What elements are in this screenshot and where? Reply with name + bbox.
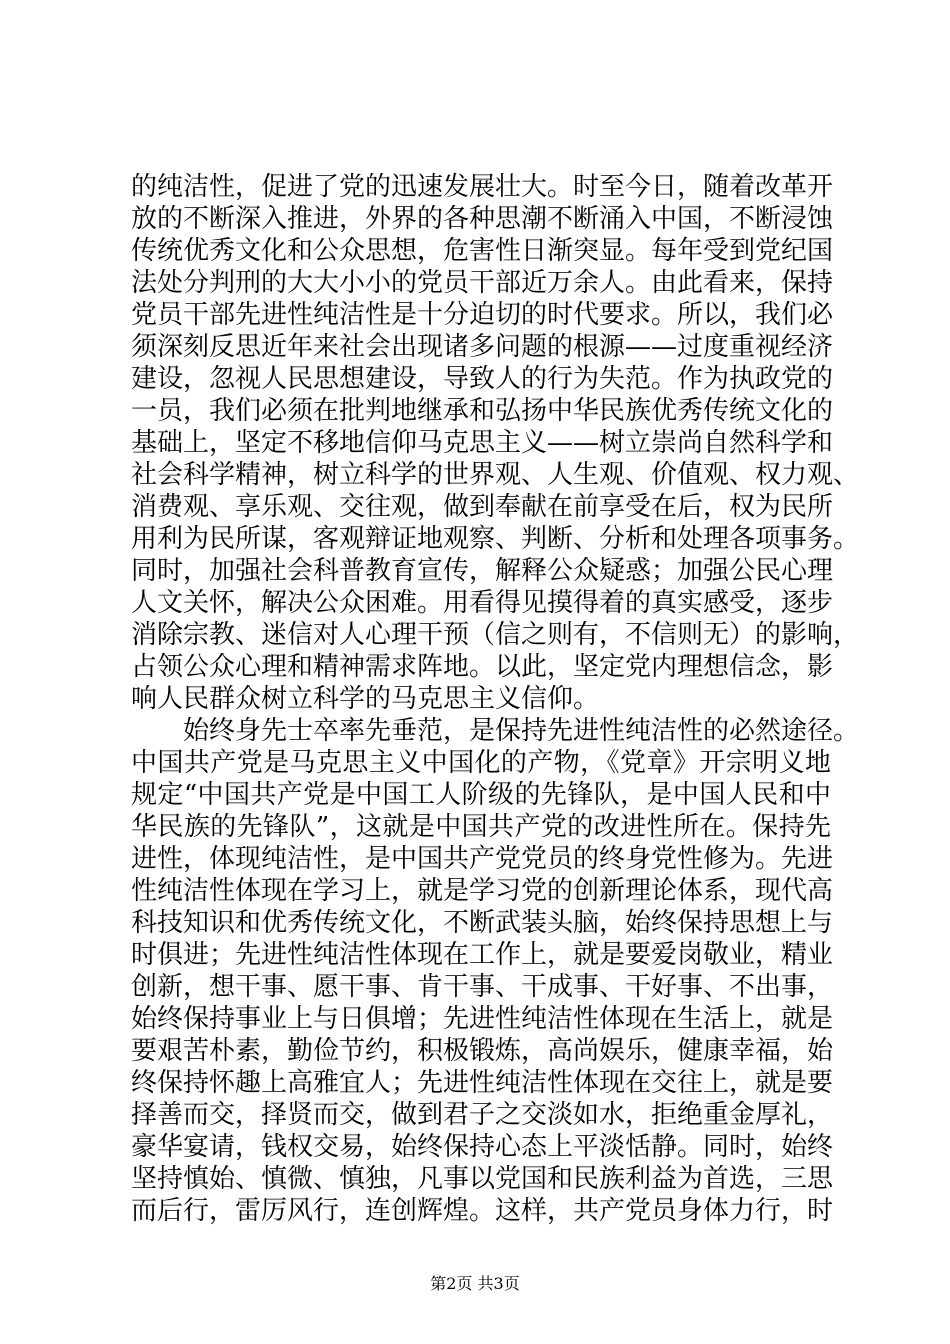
text-line: 华民族的先锋队”，这就是中国共产党的改进性所在。保持先 <box>131 812 831 842</box>
text-line: 人文关怀，解决公众困难。用看得见摸得着的真实感受，逐步 <box>131 588 834 618</box>
text-line: 须深刻反思近年来社会出现诸多问题的根源——过度重视经济 <box>131 332 834 362</box>
paragraph <box>131 171 860 715</box>
text-line: 建设，忽视人民思想建设，导致人的行为失范。作为执政党的 <box>131 364 834 394</box>
document-body <box>131 171 860 1227</box>
text-line: 的纯洁性，促进了党的迅速发展壮大。时至今日，随着改革开 <box>131 172 834 202</box>
text-line: 择善而交，择贤而交，做到君子之交淡如水，拒绝重金厚礼， <box>131 1100 834 1130</box>
text-line: 创新，想干事、愿干事、肯干事、干成事、干好事、不出事， <box>131 972 834 1002</box>
text-line: 而后行，雷厉风行，连创辉煌。这样，共产党员身体力行，时 <box>131 1196 834 1226</box>
text-line: 始终保持事业上与日俱增；先进性纯洁性体现在生活上，就是 <box>131 1004 834 1034</box>
text-line: 消除宗教、迷信对人心理干预（信之则有，不信则无）的影响， <box>131 620 860 650</box>
text-line: 性纯洁性体现在学习上，就是学习党的创新理论体系，现代高 <box>131 876 834 906</box>
text-line: 中国共产党是马克思主义中国化的产物，《党章》开宗明义地 <box>131 748 831 778</box>
text-line: 党员干部先进性纯洁性是十分迫切的时代要求。所以，我们必 <box>131 300 834 330</box>
text-line: 坚持慎始、慎微、慎独，凡事以党国和民族利益为首选，三思 <box>131 1164 834 1194</box>
text-line: 消费观、享乐观、交往观，做到奉献在前享受在后，权为民所 <box>131 492 834 522</box>
paragraph <box>131 715 860 1227</box>
text-line: 规定“中国共产党是中国工人阶级的先锋队，是中国人民和中 <box>131 780 831 810</box>
text-line: 用利为民所谋，客观辩证地观察、判断、分析和处理各项事务。 <box>131 524 860 554</box>
text-line: 始终身先士卒率先垂范，是保持先进性纯洁性的必然途径。 <box>183 716 860 746</box>
text-line: 一员，我们必须在批判地继承和弘扬中华民族优秀传统文化的 <box>131 396 834 426</box>
text-line: 社会科学精神，树立科学的世界观、人生观、价值观、权力观、 <box>131 460 860 490</box>
text-line: 进性，体现纯洁性，是中国共产党党员的终身党性修为。先进 <box>131 844 834 874</box>
text-line: 基础上，坚定不移地信仰马克思主义——树立崇尚自然科学和 <box>131 428 834 458</box>
text-line: 占领公众心理和精神需求阵地。以此，坚定党内理想信念，影 <box>131 652 834 682</box>
text-line: 传统优秀文化和公众思想，危害性日渐突显。每年受到党纪国 <box>131 236 834 266</box>
text-line: 科技知识和优秀传统文化，不断武装头脑，始终保持思想上与 <box>131 908 834 938</box>
text-line: 法处分判刑的大大小小的党员干部近万余人。由此看来，保持 <box>131 268 834 298</box>
text-line: 同时，加强社会科普教育宣传，解释公众疑惑；加强公民心理 <box>131 556 834 586</box>
text-line: 放的不断深入推进，外界的各种思潮不断涌入中国，不断浸蚀 <box>131 204 834 234</box>
text-line: 终保持怀趣上高雅宜人；先进性纯洁性体现在交往上，就是要 <box>131 1068 834 1098</box>
text-line: 要艰苦朴素，勤俭节约，积极锻炼，高尚娱乐，健康幸福，始 <box>131 1036 834 1066</box>
text-line: 响人民群众树立科学的马克思主义信仰。 <box>131 684 600 714</box>
text-line: 豪华宴请，钱权交易，始终保持心态上平淡恬静。同时，始终 <box>131 1132 834 1162</box>
text-line: 时俱进；先进性纯洁性体现在工作上，就是要爱岗敬业，精业 <box>131 940 834 970</box>
page-footer: 第2页 共3页 <box>430 1274 520 1293</box>
